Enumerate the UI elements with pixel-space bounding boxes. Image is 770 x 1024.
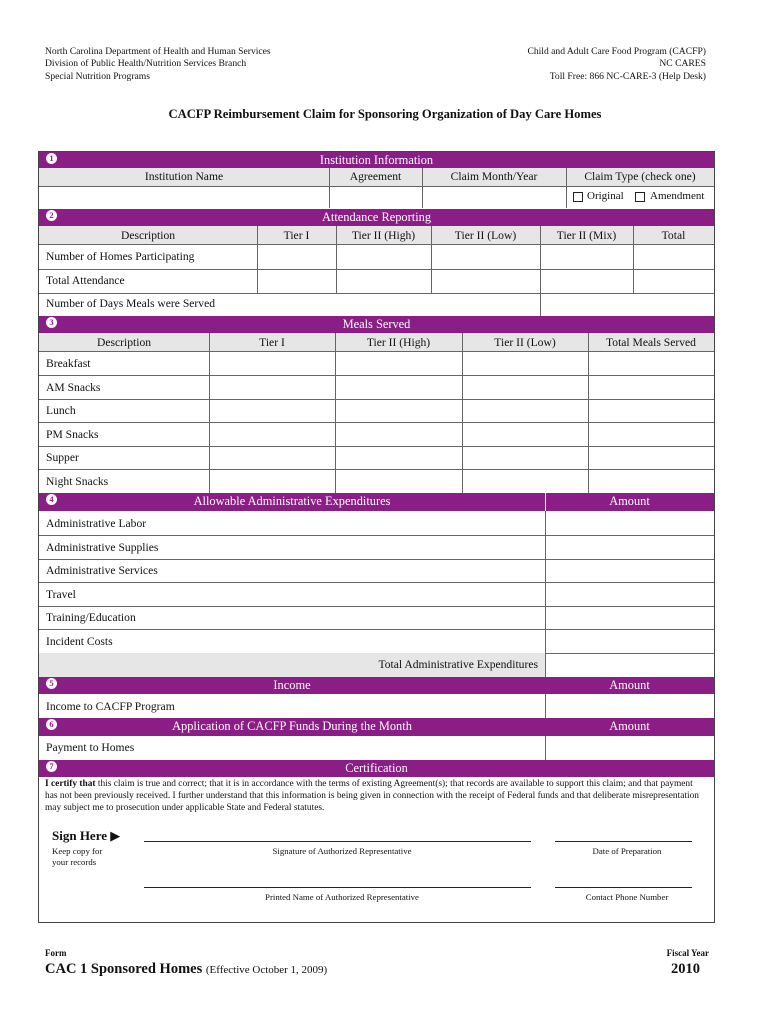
form-label: Form xyxy=(45,948,67,958)
section-number-badge: 6 xyxy=(46,719,57,730)
section-6-title: Application of CACFP Funds During the Month xyxy=(172,719,412,733)
row-am-snacks: AM Snacks xyxy=(46,381,101,394)
row-travel: Travel xyxy=(46,588,76,601)
section-5-band xyxy=(39,677,714,694)
section-number-badge: 7 xyxy=(46,761,57,772)
col-total: Total xyxy=(661,229,686,242)
section-2-band xyxy=(39,209,714,226)
claim-month-year-field[interactable] xyxy=(422,186,566,208)
payment-amount-field[interactable] xyxy=(545,736,714,760)
col-total-meals-served: Total Meals Served xyxy=(606,336,696,349)
days-meals-served-field[interactable] xyxy=(540,293,714,316)
phone-line[interactable] xyxy=(555,887,692,888)
row-incident-costs: Incident Costs xyxy=(46,635,113,648)
section-1-title: Institution Information xyxy=(319,153,434,167)
fiscal-year-label: Fiscal Year xyxy=(666,948,709,958)
form-name: CAC 1 Sponsored Homes xyxy=(45,961,203,977)
agency-line: North Carolina Department of Health and Human Services xyxy=(45,46,271,57)
col-claim-month-year: Claim Month/Year xyxy=(450,170,538,183)
col-agreement: Agreement xyxy=(349,170,402,183)
section-2-title: Attendance Reporting xyxy=(321,210,432,224)
section-4-title: Allowable Administrative Expenditures xyxy=(193,494,391,508)
row-payment-to-homes: Payment to Homes xyxy=(46,741,135,754)
row-total-attendance: Total Attendance xyxy=(46,274,125,287)
row-training-education: Training/Education xyxy=(46,611,136,624)
section-number-badge: 1 xyxy=(46,153,57,164)
row-homes-participating: Number of Homes Participating xyxy=(46,250,195,263)
section-1-band xyxy=(39,152,714,168)
form-title: CACFP Reimbursement Claim for Sponsoring Organization of Day Care Homes xyxy=(168,107,602,121)
section-number-badge: 5 xyxy=(46,678,57,689)
keep-copy-note: your records xyxy=(52,857,97,867)
section-4-band xyxy=(39,493,714,511)
date-label: Date of Preparation xyxy=(592,846,662,856)
row-income-to-cacfp: Income to CACFP Program xyxy=(46,700,175,713)
signature-label: Signature of Authorized Representative xyxy=(272,846,412,856)
col-institution-name: Institution Name xyxy=(144,170,224,183)
row-administrative-supplies: Administrative Supplies xyxy=(46,541,159,554)
amendment-checkbox[interactable] xyxy=(635,192,645,202)
col-tier-2-low: Tier II (Low) xyxy=(494,336,556,349)
total-administrative-expenditures-label: Total Administrative Expenditures xyxy=(378,658,538,671)
original-checkbox[interactable] xyxy=(573,192,583,202)
section-3-band xyxy=(39,316,714,333)
form-id xyxy=(45,961,327,978)
institution-name-field[interactable] xyxy=(39,186,329,208)
phone-label: Contact Phone Number xyxy=(585,892,669,902)
col-tier-1: Tier I xyxy=(283,229,310,242)
total-admin-amount-field[interactable] xyxy=(545,653,714,677)
section-number-badge: 2 xyxy=(46,210,57,221)
program-line: NC CARES xyxy=(659,58,706,70)
printed-name-line[interactable] xyxy=(144,887,531,888)
printed-name-label: Printed Name of Authorized Representative xyxy=(265,892,419,902)
amount-header: Amount xyxy=(609,494,650,508)
certification-statement xyxy=(45,779,700,815)
section-5-title: Income xyxy=(273,678,311,692)
col-claim-type: Claim Type (check one) xyxy=(584,170,696,183)
col-description: Description xyxy=(96,336,152,349)
program-header xyxy=(527,46,706,83)
sign-here-label: Sign Here ▶ xyxy=(52,828,121,843)
agency-header xyxy=(45,46,271,83)
income-amount-field[interactable] xyxy=(545,694,714,718)
section-7-title: Certification xyxy=(345,761,408,775)
col-tier-2-high: Tier II (High) xyxy=(351,229,416,242)
row-pm-snacks: PM Snacks xyxy=(46,428,99,441)
amount-header: Amount xyxy=(609,719,650,733)
signature-line[interactable] xyxy=(144,841,531,842)
col-tier-2-low: Tier II (Low) xyxy=(454,229,517,242)
section-6-band xyxy=(39,718,714,736)
program-line: Toll Free: 866 NC-CARE-3 (Help Desk) xyxy=(549,70,706,82)
section-number-badge: 3 xyxy=(46,317,57,328)
agency-line: Special Nutrition Programs xyxy=(45,70,150,82)
agreement-field[interactable] xyxy=(329,186,422,208)
certification-lead: I certify that xyxy=(45,779,96,789)
program-line: Child and Adult Care Food Program (CACFP) xyxy=(527,46,706,57)
col-description: Description xyxy=(120,229,176,242)
col-tier-1: Tier I xyxy=(259,336,285,349)
date-line[interactable] xyxy=(555,841,692,842)
section-3-title: Meals Served xyxy=(342,317,411,331)
agency-line: Division of Public Health/Nutrition Services Branch xyxy=(45,58,247,70)
row-lunch: Lunch xyxy=(46,404,76,417)
row-supper: Supper xyxy=(46,451,79,464)
fiscal-year: 2010 xyxy=(671,961,700,977)
amendment-label: Amendment xyxy=(650,190,705,202)
row-days-meals-served: Number of Days Meals were Served xyxy=(46,297,216,310)
col-tier-2-high: Tier II (High) xyxy=(366,336,431,349)
amount-header: Amount xyxy=(609,678,650,692)
row-administrative-services: Administrative Services xyxy=(46,564,158,577)
effective-date: (Effective October 1, 2009) xyxy=(205,964,328,976)
row-night-snacks: Night Snacks xyxy=(46,475,109,488)
keep-copy-note: Keep copy for xyxy=(52,846,103,856)
section-number-badge: 4 xyxy=(46,494,57,505)
certification-body: this claim is true and correct; that it is in accordance with the terms of existing Agreement(s); that records are available to support this claim; and that payment has not been previously received. I further understand that this information is being given in connection with the receipt of Federal funds and that deliberate misrepresentation may subject me to prosecution under applicable State and Federal statutes. xyxy=(45,779,699,813)
section-7-band xyxy=(39,760,714,777)
col-tier-2-mix: Tier II (Mix) xyxy=(556,229,617,242)
original-label: Original xyxy=(587,190,624,202)
row-breakfast: Breakfast xyxy=(46,357,91,370)
row-administrative-labor: Administrative Labor xyxy=(46,517,147,530)
